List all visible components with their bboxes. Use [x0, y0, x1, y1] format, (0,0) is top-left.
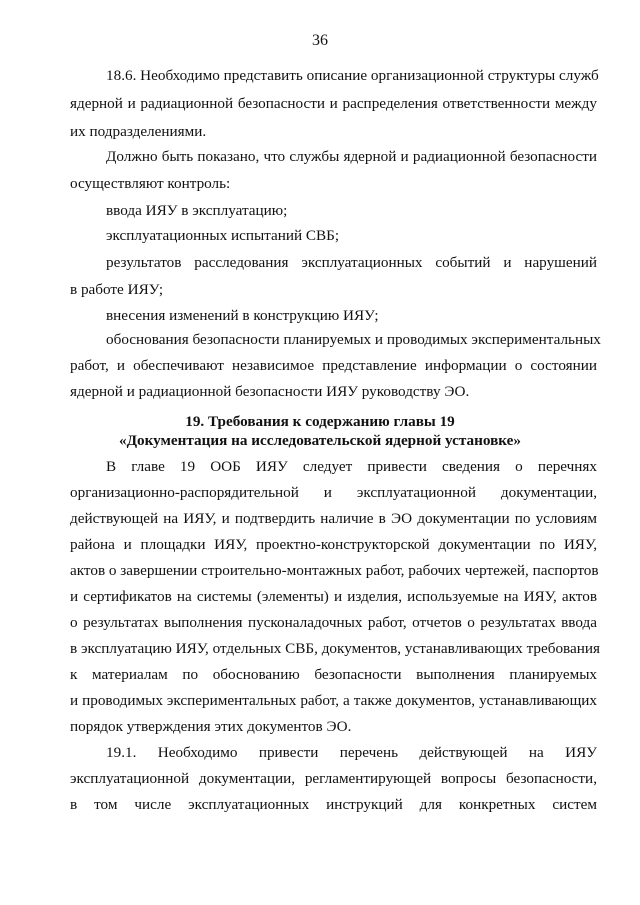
- text-line-21: и сертификатов на системы (элементы) и изделия, используемые на ИЯУ, актов: [70, 588, 597, 605]
- text-line-7: эксплуатационных испытаний СВБ;: [106, 227, 340, 244]
- text-line-12: работ, и обеспечивают независимое представление информации о состоянии: [70, 357, 597, 374]
- text-line-26: порядок утверждения этих документов ЭО.: [70, 718, 352, 735]
- text-line-4: Должно быть показано, что службы ядерной и радиационной безопасности: [106, 148, 597, 165]
- text-line-6: ввода ИЯУ в эксплуатацию;: [106, 202, 288, 219]
- text-line-2: ядерной и радиационной безопасности и распределения ответственности между: [70, 95, 597, 112]
- text-line-19: района и площадки ИЯУ, проектно-конструкторской документации по ИЯУ,: [70, 536, 597, 553]
- text-line-1: 18.6. Необходимо представить описание организационной структуры служб: [106, 67, 599, 84]
- text-line-18: действующей на ИЯУ, и подтвердить наличие в ЭО документации по условиям: [70, 510, 597, 527]
- section-heading-line-2: «Документация на исследовательской ядерной установке»: [118, 432, 522, 449]
- text-line-5: осуществляют контроль:: [70, 175, 231, 192]
- text-line-10: внесения изменений в конструкцию ИЯУ;: [106, 307, 379, 324]
- text-line-27: 19.1. Необходимо привести перечень действующей на ИЯУ: [106, 744, 597, 761]
- page-number: 36: [312, 32, 328, 49]
- text-line-23: в эксплуатацию ИЯУ, отдельных СВБ, документов, устанавливающих требования: [70, 640, 601, 657]
- text-line-3: их подразделениями.: [70, 123, 207, 140]
- text-line-24: к материалам по обоснованию безопасности выполнения планируемых: [70, 666, 597, 683]
- text-line-17: организационно-распорядительной и эксплуатационной документации,: [70, 484, 597, 501]
- text-line-25: и проводимых экспериментальных работ, а также документов, устанавливающих: [70, 692, 597, 709]
- text-line-20: актов о завершении строительно-монтажных работ, рабочих чертежей, паспортов: [70, 562, 599, 579]
- text-line-22: о результатах выполнения пусконаладочных работ, отчетов о результатах ввода: [70, 614, 597, 631]
- text-line-9: в работе ИЯУ;: [70, 281, 164, 298]
- text-line-8: результатов расследования эксплуатационных событий и нарушений: [106, 254, 597, 271]
- text-line-13: ядерной и радиационной безопасности ИЯУ руководству ЭО.: [70, 383, 470, 400]
- text-line-16: В главе 19 ООБ ИЯУ следует привести сведения о перечнях: [106, 458, 597, 475]
- section-heading-line-1: 19. Требования к содержанию главы 19: [185, 413, 455, 430]
- text-line-28: эксплуатационной документации, регламентирующей вопросы безопасности,: [70, 770, 597, 787]
- text-line-29: в том числе эксплуатационных инструкций для конкретных систем: [70, 796, 597, 813]
- text-line-11: обоснования безопасности планируемых и проводимых экспериментальных: [106, 331, 601, 348]
